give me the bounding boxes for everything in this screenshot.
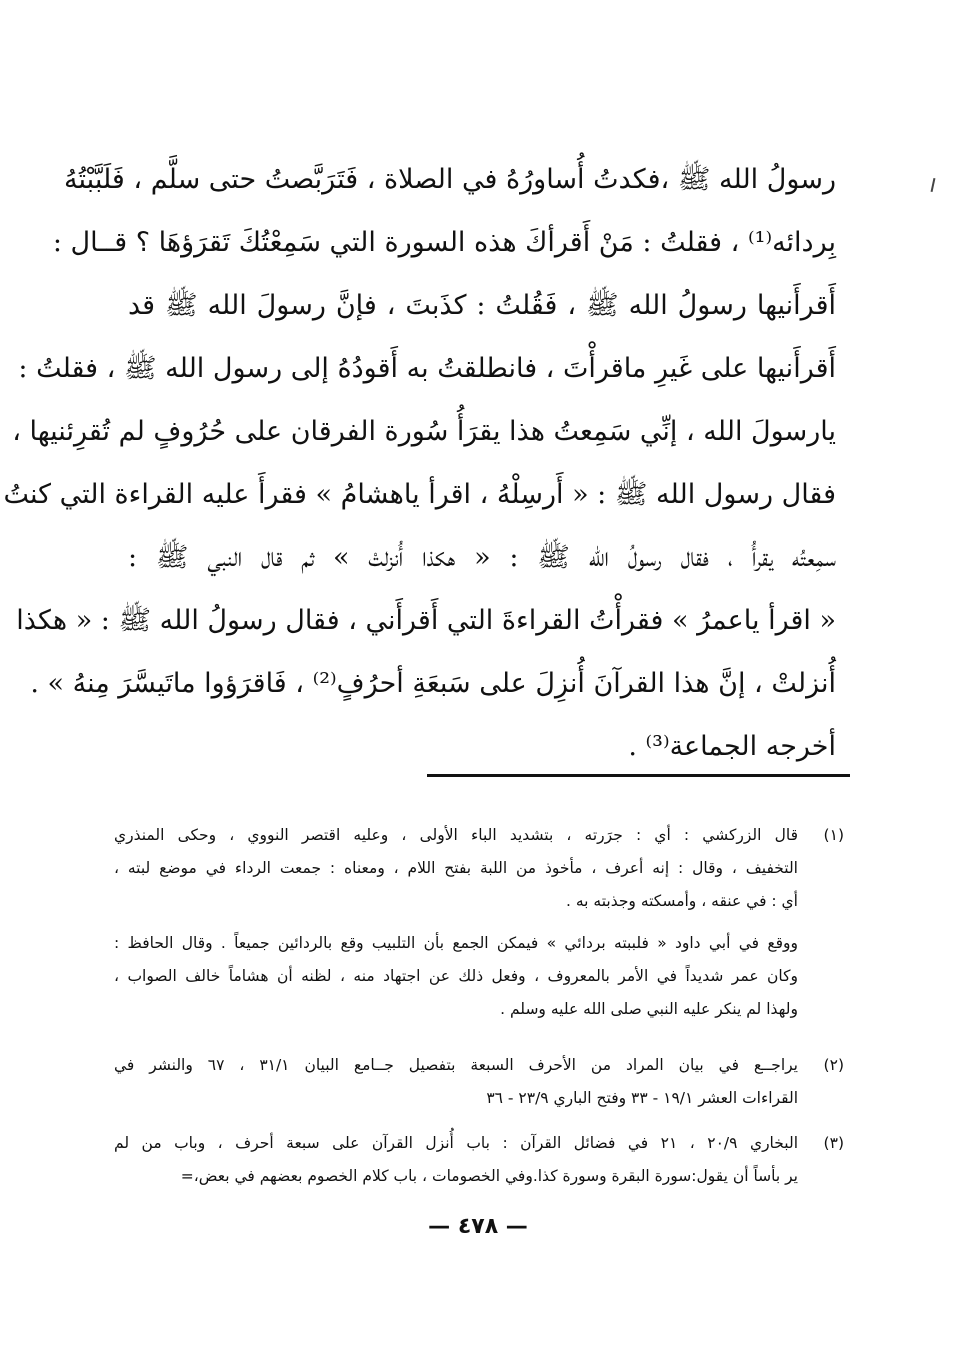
footnote-divider — [427, 774, 850, 777]
footnote-number: (٣) — [823, 1134, 844, 1152]
footnote-line: التخفيف ، وقال : إنه أعرف ، مأخوذ من اللبة بفتح اللام ، ومعناه : جمعت الرداء في موضع لبته ، — [114, 859, 798, 877]
footnote-number: (١) — [823, 826, 844, 844]
text-line: سمِعتُه يقرأُ ، فقال رسولُ الله ﷺ : « هكذا أُنزلتْ » ثم قال النبي ﷺ : — [128, 542, 836, 573]
footnote-line: ولهذا لم ينكر عليه النبي صلى الله عليه وسلم . — [500, 1000, 798, 1018]
footnote-number: (٢) — [823, 1056, 844, 1074]
footnote-line: قال الزركشي : أي : جرَرته ، بتشديد الباء الأولى ، وعليه اقتصر النووي ، وحكى المنذري — [114, 826, 798, 844]
footnote-line: ووقع في أبي داود « فلببته بردائي » فيمكن الجمع بأن التلبيب وقع بالردائين جميعاً . وقال الحافظ : — [114, 934, 798, 952]
text-line: رسولُ الله ﷺ ،فكدتُ أُساورُهُ في الصلاة ، فَتَرَبَّصتُ حتى سلَّم ، فَلَبَّبْتُهُ — [64, 164, 836, 195]
text-line: أُنزلتْ ، إنَّ هذا القرآنَ أُنزِلَ على سَبعَةِ أحرُفٍ⁽²⁾ ، فَاقرَؤوا ماتَيسَّرَ مِنهُ » . — [30, 668, 836, 699]
text-line: فقال رسول الله ﷺ : « أَرسِلْهُ ، اقرأ ياهشامُ » فقرأَ عليه القراءة التي كنتُ — [3, 479, 836, 510]
footnote-line: البخاري ٢٠/٩ ، ٢١ في فضائل القرآن : باب أُنزل القرآن على سبعة أحرف ، وباب من لم — [114, 1134, 798, 1152]
text-line: أَقرأَنيها رسولُ الله ﷺ ، فَقُلتُ : كذَبتَ ، فإنَّ رسولَ الله ﷺ قد — [128, 290, 836, 321]
footnote-line: ير بأساً أن يقول:سورة البقرة وسورة كذا.وفي الخصومات ، باب كلام الخصوم بعضهم في بعض،= — [180, 1167, 798, 1185]
footnote-line: وكان عمر شديداً في الأمر بالمعروف ، وفعل ذلك عن اجتهاد منه ، لظنه أن هشاماً خالف الصواب ، — [114, 967, 798, 985]
text-line: أخرجه الجماعة⁽³⁾ . — [628, 731, 836, 762]
footnote-line: أي : في عنقه ، وأمسكته وجذبته به . — [565, 892, 798, 910]
footnote-line: يراجــع في بيان المراد من الأحرف السبعة بتفصيل جــامع البيان ٣١/١ ، ٦٧ والنشر في — [114, 1056, 799, 1074]
text-line: يارسولَ الله ، إنِّي سَمِعتُ هذا يقرَأُ سُورة الفرقان على حُرُوفٍ لم تُقرِئنيها ، — [12, 416, 836, 447]
page-number: — ٤٧٨ — — [428, 1214, 528, 1239]
text-line: أَقرأَنيها على غَيرِ ماقرأْتَ ، فانطلقتُ به أَقودُهُ إلى رسول الله ﷺ ، فقلتُ : — [18, 353, 836, 384]
text-line: « اقرأ ياعمرُ » فقرأْتُ القراءةَ التي أَقرأَني ، فقال رسولُ الله ﷺ : « هكذا — [16, 605, 836, 636]
footnote-line: القراءات العشر ١٩/١ - ٣٣ وفتح الباري ٢٣/٩ - ٣٦ — [486, 1089, 798, 1107]
text-line: بِردائه⁽¹⁾ ، فقلتُ : مَنْ أَقرأكَ هذه السورة التي سَمِعْتُكَ تَقرَؤهَا ؟ قــال : — [52, 227, 836, 258]
margin-mark — [931, 178, 936, 192]
